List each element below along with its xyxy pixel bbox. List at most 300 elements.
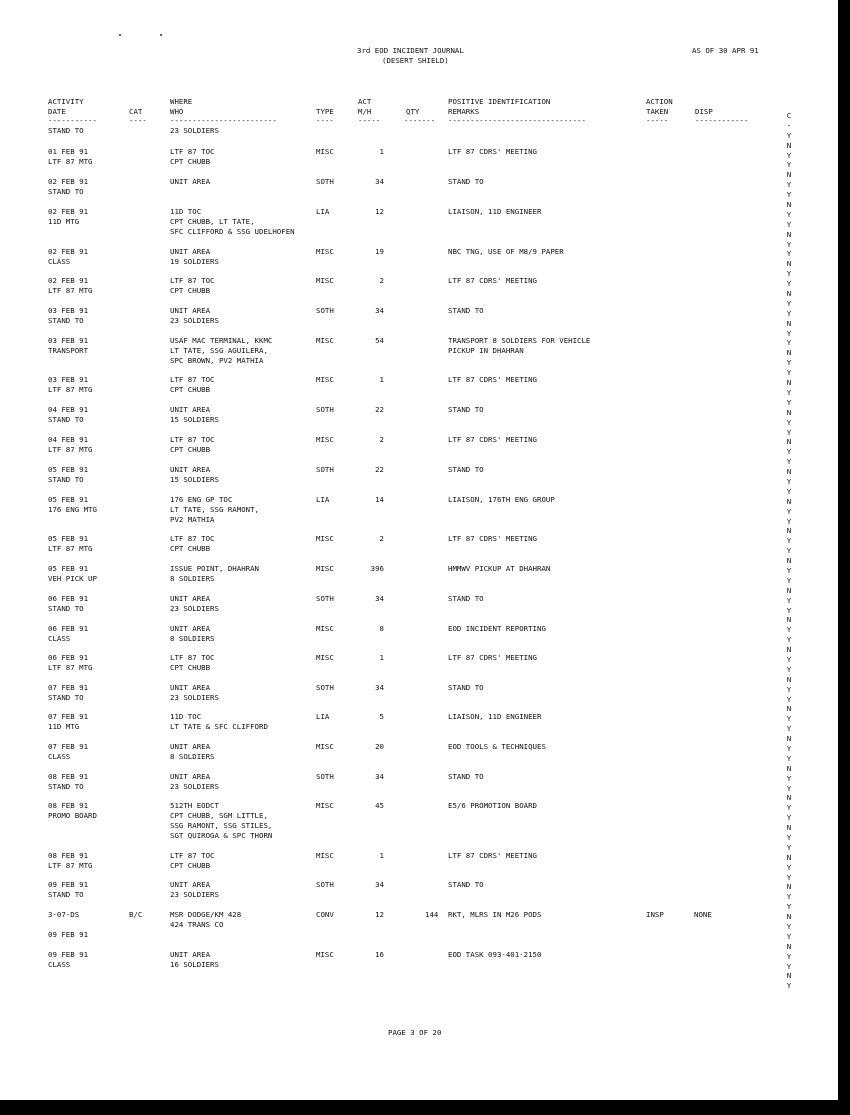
entry-activity: LTF 87 MTG: [48, 544, 93, 553]
entry-disposition: NONE: [694, 910, 712, 919]
side-flag: N: [786, 734, 792, 744]
entry-where-who: 8 SOLDIERS: [170, 752, 215, 761]
entry-type: MISC: [316, 653, 334, 662]
entry-type: LIA: [316, 712, 330, 721]
entry-type: SOTH: [316, 880, 334, 889]
entry-date: 07 FEB 91: [48, 742, 89, 751]
side-flag: Y: [786, 892, 792, 902]
entry-remarks: NBC TNG, USE OF M8/9 PAPER: [448, 247, 564, 256]
entry-date: 05 FEB 91: [48, 465, 89, 474]
side-flag: N: [786, 882, 792, 892]
entry-activity: LTF 87 MTG: [48, 861, 93, 870]
header-rule-action: -----: [646, 116, 669, 125]
entry-where-who: LTF 87 TOC: [170, 147, 215, 156]
side-flag: Y: [786, 744, 792, 753]
entry-where-who: 15 SOLDIERS: [170, 415, 219, 424]
side-flag: Y: [786, 842, 792, 852]
column-header-cat: CAT: [129, 107, 143, 116]
entry-where-who: USAF MAC TERMINAL, KKMC: [170, 336, 273, 345]
entry-where-who: LT TATE, SSG RAMONT,: [170, 505, 259, 514]
entry-date: 08 FEB 91: [48, 772, 89, 781]
entry-type: LIA: [316, 495, 330, 504]
side-flag: Y: [786, 931, 792, 941]
entry-man-hours: 54: [375, 336, 384, 345]
side-flag: N: [786, 526, 792, 536]
entry-where-who: 11D TOC: [170, 207, 202, 216]
entry-activity: LTF 87 MTG: [48, 286, 93, 295]
entry-activity: STAND TO: [48, 415, 84, 424]
entry-man-hours: 5: [379, 712, 384, 721]
entry-where-who: 424 TRANS CO: [170, 920, 224, 929]
side-flag: N: [786, 793, 792, 803]
side-flag: Y: [786, 516, 792, 526]
entry-where-who: 11D TOC: [170, 712, 202, 721]
entry-type: SOTH: [316, 683, 334, 692]
side-flag: Y: [786, 160, 792, 170]
entry-activity: STAND TO: [48, 475, 84, 484]
entry-where-who: 23 SOLDIERS: [170, 693, 219, 702]
entry-date: 3-07-DS: [48, 910, 80, 919]
entry-date: 02 FEB 91: [48, 207, 89, 216]
side-flag: Y: [786, 605, 792, 615]
entry-date: STAND TO: [48, 126, 84, 135]
entry-remarks: STAND TO: [448, 405, 484, 414]
side-flag: N: [786, 585, 792, 595]
side-flag: Y: [786, 654, 792, 664]
entry-activity: STAND TO: [48, 604, 84, 613]
header-rule-remarks: -------------------------------: [448, 116, 586, 125]
side-flag: N: [786, 645, 792, 655]
side-flag: N: [786, 941, 792, 951]
entry-remarks: STAND TO: [448, 683, 484, 692]
side-flag: N: [786, 674, 792, 684]
entry-date: 08 FEB 91: [48, 851, 89, 860]
entry-where-who: UNIT AREA: [170, 742, 211, 751]
entry-where-who: 8 SOLDIERS: [170, 634, 215, 643]
entry-where-who: CPT CHUBB, LT TATE,: [170, 217, 255, 226]
entry-quantity: 144: [425, 910, 439, 919]
entry-date: 05 FEB 91: [48, 534, 89, 543]
entry-type: SOTH: [316, 594, 334, 603]
side-flag: Y: [786, 447, 792, 457]
scan-border-bottom: [0, 1100, 850, 1115]
entry-date: 01 FEB 91: [48, 147, 89, 156]
side-flag: N: [786, 763, 792, 773]
entry-where-who: 23 SOLDIERS: [170, 604, 219, 613]
entry-man-hours: 14: [375, 495, 384, 504]
entry-where-who: LTF 87 TOC: [170, 534, 215, 543]
side-flag: Y: [786, 714, 792, 724]
entry-activity: LTF 87 MTG: [48, 157, 93, 166]
entry-where-who: PV2 MATHIA: [170, 515, 215, 524]
entry-type: MISC: [316, 247, 334, 256]
entry-date: 05 FEB 91: [48, 495, 89, 504]
entry-remarks: STAND TO: [448, 465, 484, 474]
entry-man-hours: 19: [375, 247, 384, 256]
entry-activity: STAND TO: [48, 782, 84, 791]
side-flag: N: [786, 437, 792, 447]
entry-date: 09 FEB 91: [48, 950, 89, 959]
entry-where-who: 8 SOLDIERS: [170, 574, 215, 583]
entry-activity: CLASS: [48, 257, 71, 266]
journal-subtitle: (DESERT SHIELD): [382, 56, 449, 65]
entry-type: MISC: [316, 375, 334, 384]
side-flag: Y: [786, 872, 792, 882]
entry-where-who: 176 ENG GP TOC: [170, 495, 233, 504]
entry-man-hours: 34: [375, 772, 384, 781]
side-flag: Y: [786, 476, 792, 486]
entry-where-who: CPT CHUBB: [170, 385, 211, 394]
entry-remarks: EOD TASK 093-401-2150: [448, 950, 542, 959]
side-flag: N: [786, 140, 792, 150]
entry-type: MISC: [316, 742, 334, 751]
side-flag: Y: [786, 565, 792, 575]
entry-activity: CLASS: [48, 752, 71, 761]
entry-man-hours: 34: [375, 306, 384, 315]
entry-man-hours: 1: [379, 375, 384, 384]
side-flag: C: [786, 111, 792, 120]
side-flag: N: [786, 289, 792, 299]
entry-where-who: CPT CHUBB: [170, 544, 211, 553]
entry-type: MISC: [316, 624, 334, 633]
entry-date: 02 FEB 91: [48, 247, 89, 256]
entry-activity: STAND TO: [48, 316, 84, 325]
side-flag: Y: [786, 803, 792, 813]
entry-remarks: LIAISON, 176TH ENG GROUP: [448, 495, 555, 504]
side-flag: N: [786, 852, 792, 862]
entry-type: MISC: [316, 276, 334, 285]
side-flag: Y: [786, 417, 792, 427]
side-flag: Y: [786, 269, 792, 279]
side-flag: N: [786, 378, 792, 388]
side-flag: N: [786, 467, 792, 477]
entry-activity: LTF 87 MTG: [48, 385, 93, 394]
column-header-where: WHERE: [170, 97, 193, 106]
entry-where-who: UNIT AREA: [170, 880, 211, 889]
side-flag-column: [784, 111, 794, 991]
entry-date: 04 FEB 91: [48, 435, 89, 444]
entry-where-who: LT TATE, SSG AGUILERA,: [170, 346, 268, 355]
entry-type: MISC: [316, 564, 334, 573]
side-flag: Y: [786, 961, 792, 971]
entry-where-who: UNIT AREA: [170, 594, 211, 603]
entry-date: 03 FEB 91: [48, 375, 89, 384]
side-flag: Y: [786, 209, 792, 219]
entry-date: 09 FEB 91: [48, 880, 89, 889]
side-flag: N: [786, 229, 792, 239]
entry-remarks: LTF 87 CDRS' MEETING: [448, 375, 537, 384]
entry-where-who: UNIT AREA: [170, 247, 211, 256]
entry-remarks: LTF 87 CDRS' MEETING: [448, 851, 537, 860]
entry-man-hours: 34: [375, 594, 384, 603]
header-rule-act: -----: [358, 116, 381, 125]
entry-type: LIA: [316, 207, 330, 216]
side-flag: Y: [786, 397, 792, 407]
side-flag: Y: [786, 506, 792, 516]
entry-where-who: UNIT AREA: [170, 405, 211, 414]
entry-where-who: ISSUE POINT, DHAHRAN: [170, 564, 259, 573]
entry-man-hours: 1: [379, 851, 384, 860]
entry-activity: LTF 87 MTG: [48, 445, 93, 454]
side-flag: Y: [786, 180, 792, 190]
entry-where-who: 512TH EODCT: [170, 801, 219, 810]
entry-type: MISC: [316, 435, 334, 444]
entry-where-who: 23 SOLDIERS: [170, 316, 219, 325]
side-flag: Y: [786, 249, 792, 259]
side-flag: Y: [786, 190, 792, 200]
column-header-mh: M/H: [358, 107, 372, 116]
entry-man-hours: 12: [375, 207, 384, 216]
side-flag: Y: [786, 427, 792, 437]
entry-date: 02 FEB 91: [48, 276, 89, 285]
entry-where-who: 15 SOLDIERS: [170, 475, 219, 484]
column-header-who: WHO: [170, 107, 184, 116]
header-rule-type: ----: [316, 116, 334, 125]
column-header-type: TYPE: [316, 107, 334, 116]
entry-remarks: EOD TOOLS & TECHNIQUES: [448, 742, 546, 751]
side-flag: Y: [786, 239, 792, 249]
entry-where-who: UNIT AREA: [170, 772, 211, 781]
side-flag: N: [786, 912, 792, 922]
entry-where-who: 23 SOLDIERS: [170, 126, 219, 135]
entry-date: 06 FEB 91: [48, 653, 89, 662]
side-flag: Y: [786, 358, 792, 368]
entry-where-who: CPT CHUBB: [170, 861, 211, 870]
entry-man-hours: 12: [375, 910, 384, 919]
entry-remarks: STAND TO: [448, 594, 484, 603]
side-flag: Y: [786, 694, 792, 704]
header-rule-where: ------------------------: [170, 116, 277, 125]
entry-remarks: LTF 87 CDRS' MEETING: [448, 653, 537, 662]
side-flag: Y: [786, 328, 792, 338]
entry-remarks: LTF 87 CDRS' MEETING: [448, 435, 537, 444]
side-flag: Y: [786, 279, 792, 289]
column-header-action: ACTION: [646, 97, 673, 106]
side-flag: Y: [786, 684, 792, 694]
side-flag: Y: [786, 783, 792, 793]
entry-activity: VEH PICK UP: [48, 574, 97, 583]
entry-where-who: UNIT AREA: [170, 624, 211, 633]
side-flag: Y: [786, 130, 792, 140]
entry-where-who: CPT CHUBB: [170, 286, 211, 295]
entry-remarks: STAND TO: [448, 880, 484, 889]
entry-date: 04 FEB 91: [48, 405, 89, 414]
entry-man-hours: 8: [379, 624, 384, 633]
entry-remarks: STAND TO: [448, 772, 484, 781]
side-flag: Y: [786, 981, 792, 991]
side-flag: Y: [786, 308, 792, 318]
entry-man-hours: 45: [375, 801, 384, 810]
entry-where-who: LT TATE & SFC CLIFFORD: [170, 722, 268, 731]
entry-date: 06 FEB 91: [48, 594, 89, 603]
side-flag: Y: [786, 664, 792, 674]
entry-where-who: SPC BROWN, PV2 MATHIA: [170, 356, 264, 365]
entry-remarks: LTF 87 CDRS' MEETING: [448, 276, 537, 285]
column-header-positive-id: POSITIVE IDENTIFICATION: [448, 97, 551, 106]
entry-remarks: STAND TO: [448, 306, 484, 315]
column-header-remarks: REMARKS: [448, 107, 480, 116]
entry-remarks: E5/6 PROMOTION BOARD: [448, 801, 537, 810]
entry-activity: STAND TO: [48, 693, 84, 702]
side-flag: Y: [786, 635, 792, 645]
side-flag: Y: [786, 536, 792, 546]
side-flag: N: [786, 318, 792, 328]
side-flag: N: [786, 200, 792, 210]
entry-remarks: PICKUP IN DHAHRAN: [448, 346, 524, 355]
side-flag: Y: [786, 575, 792, 585]
side-flag: Y: [786, 219, 792, 229]
entry-type: SOTH: [316, 405, 334, 414]
column-header-date: DATE: [48, 107, 66, 116]
column-header-qty: QTY: [406, 107, 420, 116]
side-flag: Y: [786, 595, 792, 605]
entry-type: SOTH: [316, 306, 334, 315]
entry-category: B/C: [129, 910, 143, 919]
side-flag: N: [786, 704, 792, 714]
entry-where-who: LTF 87 TOC: [170, 375, 215, 384]
entry-remarks: EOD INCIDENT REPORTING: [448, 624, 546, 633]
entry-date: 03 FEB 91: [48, 306, 89, 315]
entry-remarks: LIAISON, 11D ENGINEER: [448, 712, 542, 721]
journal-title: 3rd EOD INCIDENT JOURNAL: [357, 46, 464, 55]
entry-man-hours: 2: [379, 534, 384, 543]
side-flag: -: [786, 120, 792, 130]
side-flag: Y: [786, 625, 792, 635]
side-flag: N: [786, 823, 792, 833]
entry-man-hours: 22: [375, 465, 384, 474]
entry-activity: TRANSPORT: [48, 346, 89, 355]
entry-type: MISC: [316, 147, 334, 156]
entry-type: MISC: [316, 851, 334, 860]
side-flag: Y: [786, 862, 792, 872]
entry-man-hours: 2: [379, 276, 384, 285]
side-flag: Y: [786, 546, 792, 556]
entry-activity: 09 FEB 91: [48, 930, 89, 939]
entry-activity: PROMO BOARD: [48, 811, 97, 820]
entry-date: 03 FEB 91: [48, 336, 89, 345]
side-flag: Y: [786, 902, 792, 912]
column-header-taken: TAKEN: [646, 107, 669, 116]
entry-date: 07 FEB 91: [48, 712, 89, 721]
entry-activity: 11D MTG: [48, 217, 80, 226]
side-flag: Y: [786, 813, 792, 823]
entry-where-who: CPT CHUBB, SGM LITTLE,: [170, 811, 268, 820]
entry-where-who: UNIT AREA: [170, 950, 211, 959]
entry-remarks: LTF 87 CDRS' MEETING: [448, 534, 537, 543]
column-header-act: ACT: [358, 97, 372, 106]
scan-border-right: [838, 0, 850, 1115]
side-flag: N: [786, 496, 792, 506]
side-flag: Y: [786, 922, 792, 932]
entry-type: CONV: [316, 910, 334, 919]
entry-type: MISC: [316, 950, 334, 959]
entry-type: MISC: [316, 336, 334, 345]
side-flag: Y: [786, 753, 792, 763]
entry-remarks: RKT, MLRS IN M26 PODS: [448, 910, 542, 919]
side-flag: N: [786, 348, 792, 358]
entry-where-who: LTF 87 TOC: [170, 851, 215, 860]
entry-date: 08 FEB 91: [48, 801, 89, 810]
side-flag: Y: [786, 150, 792, 160]
entry-activity: 176 ENG MTG: [48, 505, 97, 514]
entry-where-who: LTF 87 TOC: [170, 276, 215, 285]
entry-where-who: MSR DODGE/KM 428: [170, 910, 242, 919]
entry-activity: CLASS: [48, 960, 71, 969]
side-flag: Y: [786, 951, 792, 961]
entry-type: MISC: [316, 534, 334, 543]
entry-type: MISC: [316, 801, 334, 810]
entry-where-who: UNIT AREA: [170, 683, 211, 692]
entry-where-who: CPT CHUBB: [170, 663, 211, 672]
entry-where-who: UNIT AREA: [170, 306, 211, 315]
entry-remarks: STAND TO: [448, 177, 484, 186]
side-flag: N: [786, 259, 792, 269]
side-flag: Y: [786, 387, 792, 397]
entry-man-hours: 22: [375, 405, 384, 414]
side-flag: Y: [786, 457, 792, 467]
side-flag: N: [786, 407, 792, 417]
entry-where-who: SSG RAMONT, SSG STILES,: [170, 821, 273, 830]
entry-where-who: 16 SOLDIERS: [170, 960, 219, 969]
side-flag: N: [786, 556, 792, 566]
entry-activity: 11D MTG: [48, 722, 80, 731]
side-flag: Y: [786, 724, 792, 734]
page-number: PAGE 3 OF 20: [388, 1028, 442, 1037]
entry-man-hours: 20: [375, 742, 384, 751]
header-rule-qty: -------: [404, 116, 436, 125]
entry-remarks: LIAISON, 11D ENGINEER: [448, 207, 542, 216]
entry-type: SOTH: [316, 465, 334, 474]
entry-man-hours: 1: [379, 653, 384, 662]
side-flag: N: [786, 615, 792, 625]
entry-where-who: UNIT AREA: [170, 177, 211, 186]
entry-activity: LTF 87 MTG: [48, 663, 93, 672]
entry-where-who: UNIT AREA: [170, 465, 211, 474]
entry-activity: CLASS: [48, 634, 71, 643]
side-flag: Y: [786, 338, 792, 348]
entry-where-who: 23 SOLDIERS: [170, 782, 219, 791]
side-flag: Y: [786, 298, 792, 308]
entry-date: 02 FEB 91: [48, 177, 89, 186]
entry-where-who: LTF 87 TOC: [170, 435, 215, 444]
side-flag: Y: [786, 368, 792, 378]
entry-remarks: TRANSPORT 8 SOLDIERS FOR VEHICLE: [448, 336, 591, 345]
entry-date: 07 FEB 91: [48, 683, 89, 692]
entry-type: SOTH: [316, 177, 334, 186]
entry-where-who: 19 SOLDIERS: [170, 257, 219, 266]
entry-type: SOTH: [316, 772, 334, 781]
header-rule-activity: -----------: [48, 116, 97, 125]
entry-where-who: CPT CHUBB: [170, 445, 211, 454]
entry-man-hours: 2: [379, 435, 384, 444]
header-rule-cat: ----: [129, 116, 147, 125]
entry-activity: STAND TO: [48, 187, 84, 196]
side-flag: Y: [786, 773, 792, 783]
entry-activity: STAND TO: [48, 890, 84, 899]
entry-where-who: 23 SOLDIERS: [170, 890, 219, 899]
entry-remarks: LTF 87 CDRS' MEETING: [448, 147, 537, 156]
side-flag: Y: [786, 486, 792, 496]
column-header-activity: ACTIVITY: [48, 97, 84, 106]
entry-where-who: SFC CLIFFORD & SSG UDELHOFEN: [170, 227, 295, 236]
entry-where-who: CPT CHUBB: [170, 157, 211, 166]
entry-man-hours: 34: [375, 177, 384, 186]
entry-man-hours: 34: [375, 880, 384, 889]
entry-man-hours: 396: [370, 564, 384, 573]
entry-date: 05 FEB 91: [48, 564, 89, 573]
entry-man-hours: 1: [379, 147, 384, 156]
side-flag: N: [786, 170, 792, 180]
